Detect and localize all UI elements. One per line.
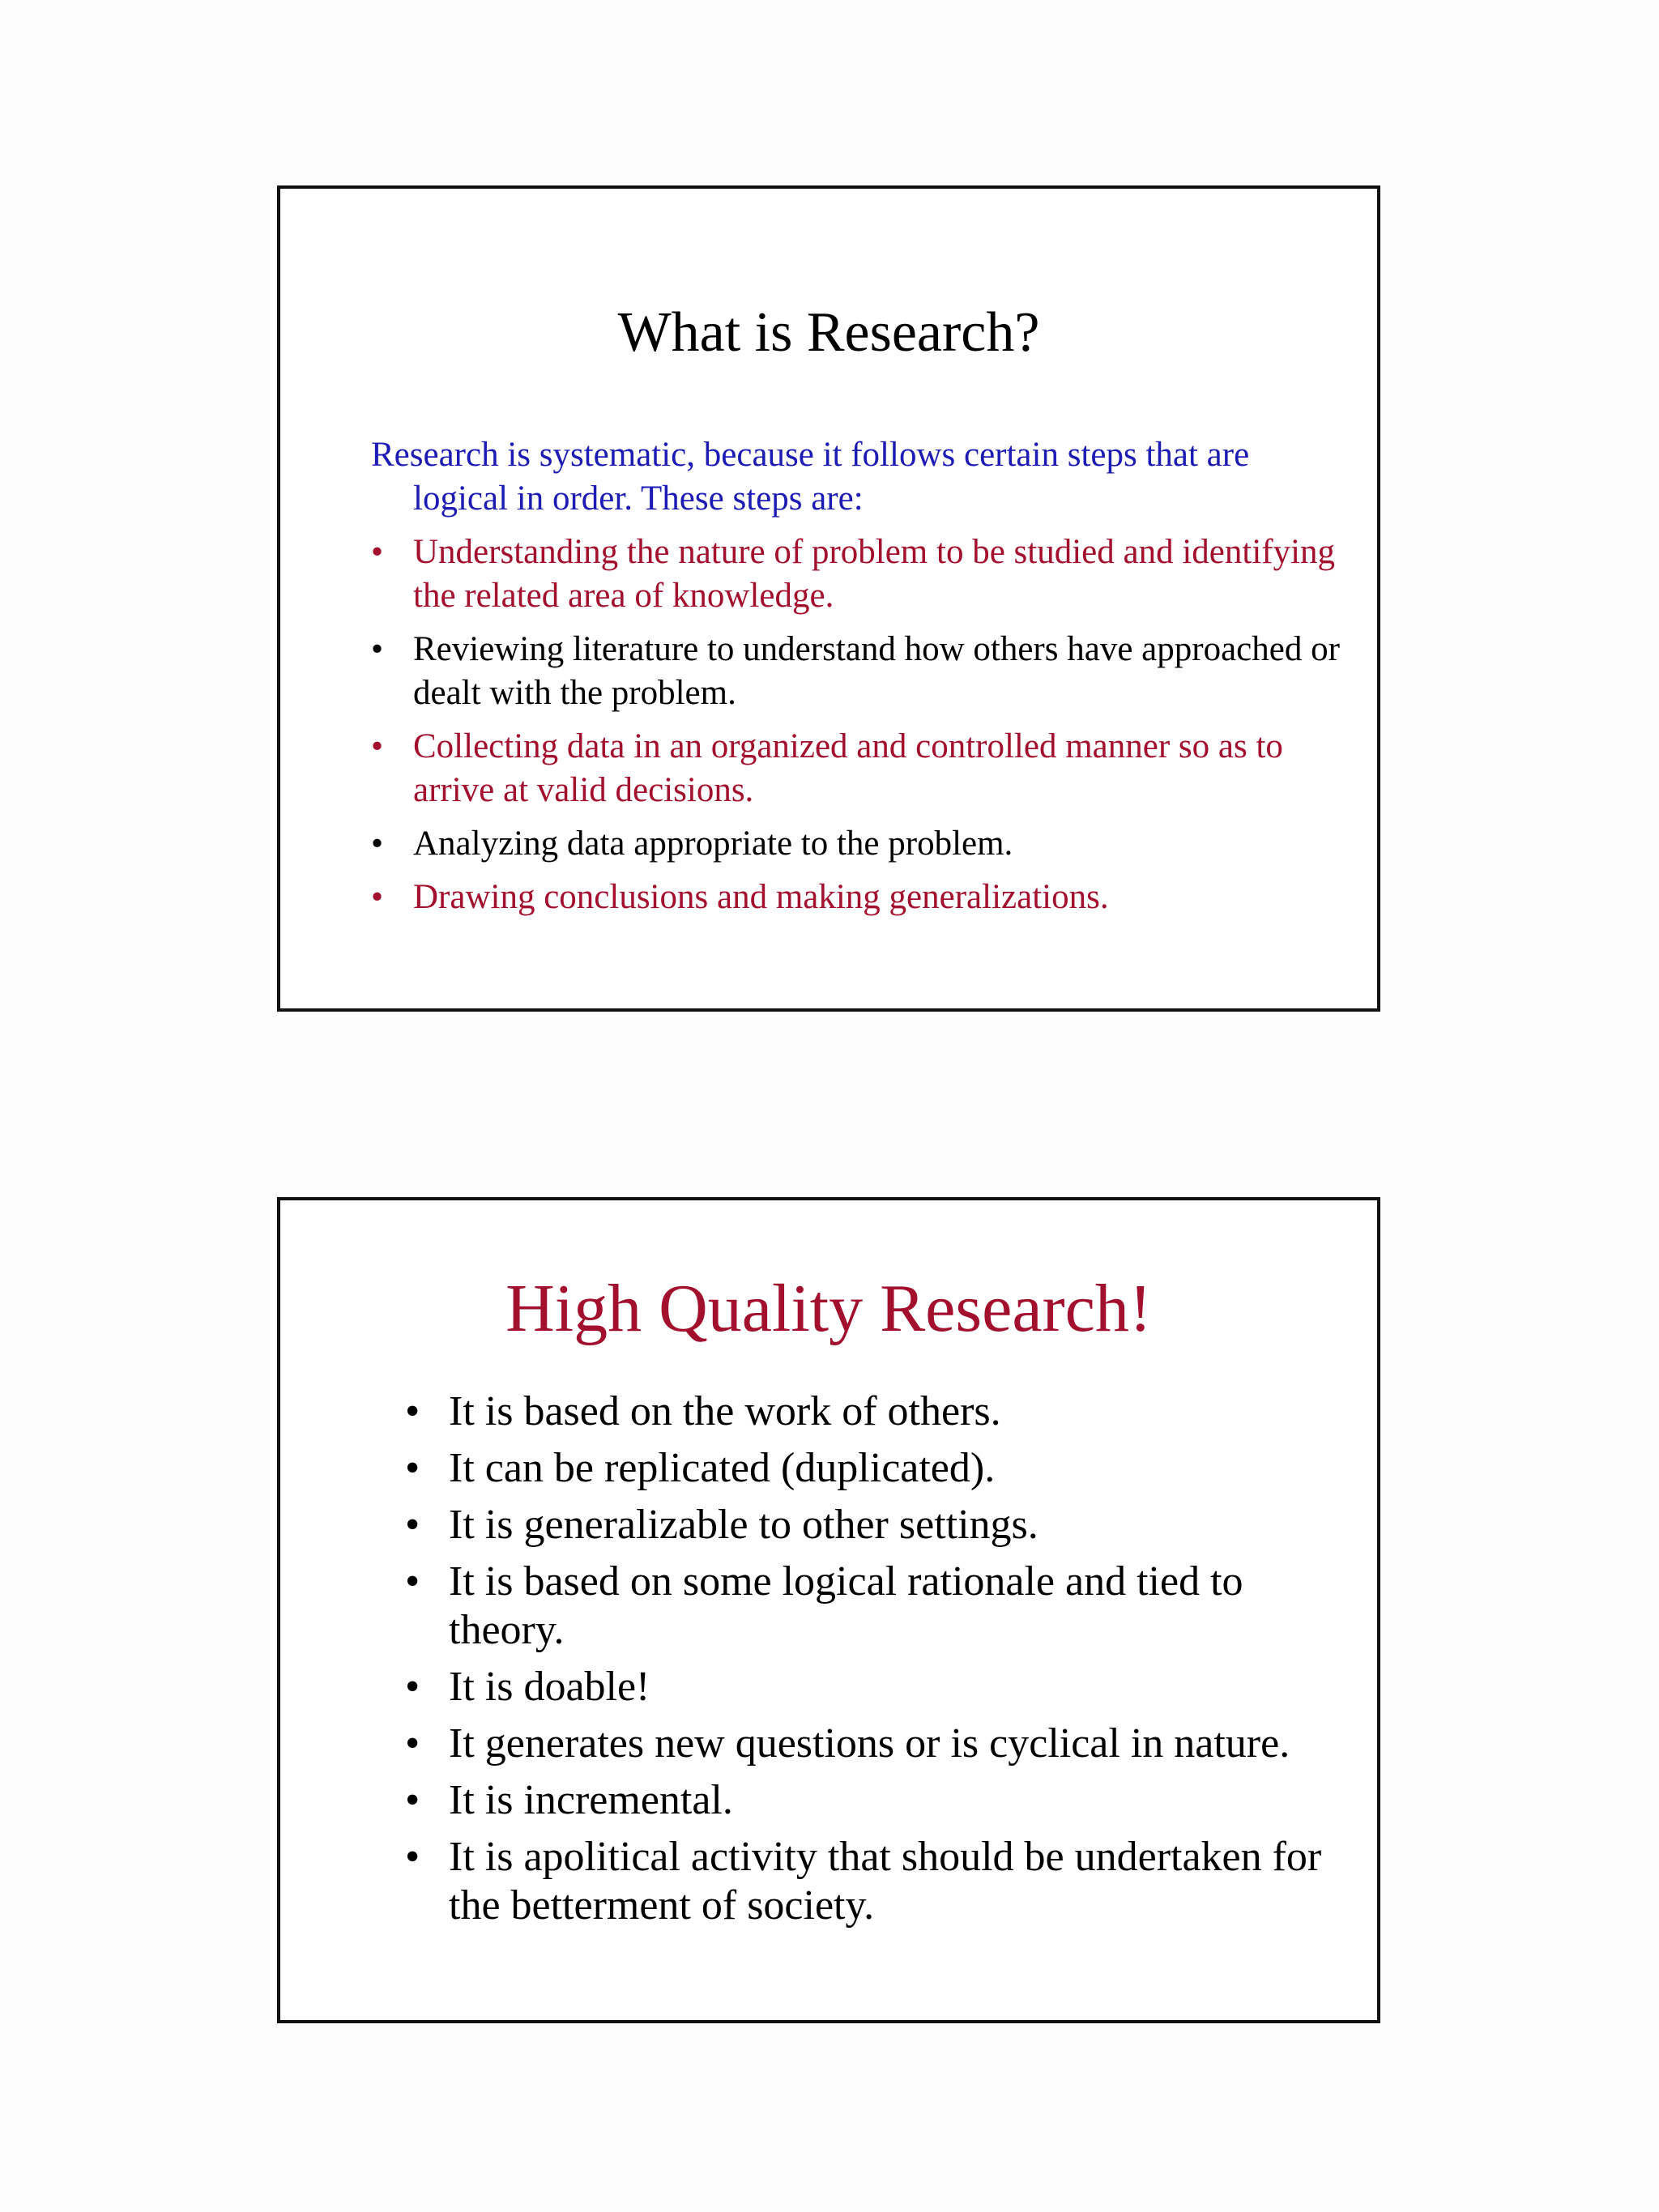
list-item	[405, 1663, 1361, 1711]
list-item	[371, 822, 1343, 866]
bullet-icon: •	[371, 825, 384, 863]
list-item-text: It is based on some logical rationale and tied to theory.	[449, 1558, 1243, 1653]
qualities-list	[405, 1387, 1361, 1938]
list-item	[371, 876, 1343, 919]
bullet-icon: •	[405, 1388, 420, 1434]
list-item	[371, 628, 1343, 715]
bullet-icon: •	[405, 1502, 420, 1548]
slide-what-is-research	[277, 185, 1380, 1012]
list-item-text: Reviewing literature to understand how others have approached or dealt with the problem.	[413, 630, 1340, 712]
list-item-text: Understanding the nature of problem to be studied and identifying the related area of knowledge.	[413, 533, 1336, 615]
list-item	[371, 531, 1343, 618]
intro-paragraph: Research is systematic, because it follows certain steps that are logical in order. These steps are:	[371, 436, 1250, 518]
bullet-icon: •	[405, 1664, 420, 1710]
bullet-icon: •	[371, 533, 384, 571]
bullet-icon: •	[405, 1720, 420, 1767]
list-item-text: Analyzing data appropriate to the problem.	[413, 825, 1013, 863]
bullet-icon: •	[405, 1445, 420, 1491]
slide-title: High Quality Research!	[505, 1271, 1152, 1346]
bullet-icon: •	[405, 1558, 420, 1605]
list-item	[405, 1833, 1361, 1930]
list-item-text: Drawing conclusions and making generalizations.	[413, 878, 1109, 916]
list-item	[405, 1444, 1361, 1493]
bullet-icon: •	[371, 727, 384, 765]
bullet-icon: •	[371, 630, 384, 668]
list-item-text: Collecting data in an organized and controlled manner so as to arrive at valid decisions.	[413, 727, 1283, 809]
list-item-text: It is generalizable to other settings.	[449, 1502, 1038, 1548]
list-item-text: It generates new questions or is cyclical in nature.	[449, 1720, 1290, 1767]
list-item	[405, 1501, 1361, 1549]
bullet-icon: •	[371, 878, 384, 916]
list-item-text: It is based on the work of others.	[449, 1388, 1001, 1434]
list-item-text: It is apolitical activity that should be undertaken for the betterment of society.	[449, 1834, 1322, 1929]
bullet-icon: •	[405, 1777, 420, 1823]
steps-list	[371, 531, 1343, 919]
bullet-icon: •	[405, 1834, 420, 1880]
list-item	[405, 1387, 1361, 1436]
list-item	[405, 1558, 1361, 1655]
list-item-text: It is incremental.	[449, 1777, 733, 1823]
list-item-text: It is doable!	[449, 1664, 650, 1710]
list-item	[405, 1720, 1361, 1768]
list-item	[371, 725, 1343, 812]
list-item-text: It can be replicated (duplicated).	[449, 1445, 996, 1491]
slide-title: What is Research?	[617, 301, 1040, 364]
list-item	[405, 1776, 1361, 1825]
slide-high-quality-research	[277, 1197, 1380, 2023]
slide-body	[371, 433, 1343, 929]
